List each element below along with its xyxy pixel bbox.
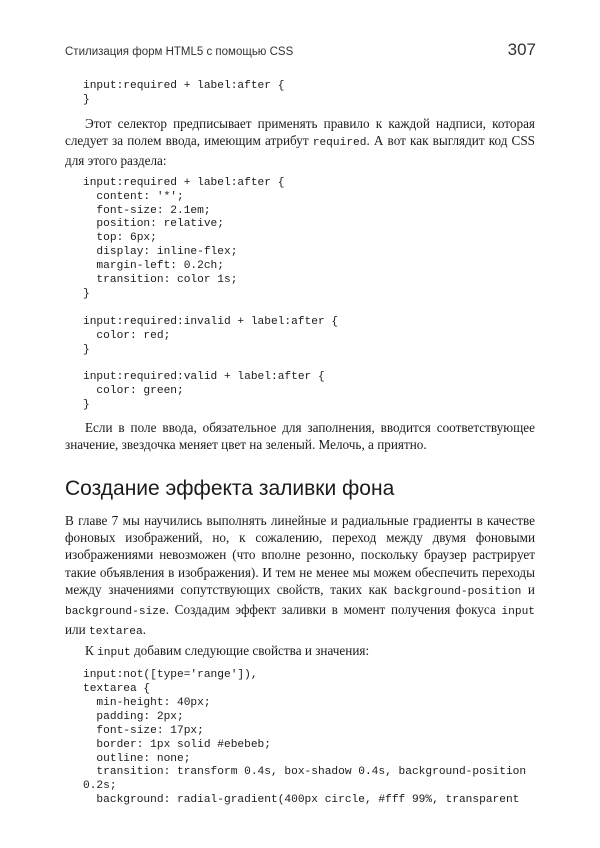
inline-code: background-position bbox=[393, 585, 522, 598]
inline-code: required bbox=[312, 137, 367, 150]
paragraph-add-to-input: К input добавим следующие свойства и значения: bbox=[85, 642, 370, 659]
section-heading: Создание эффекта заливки фона bbox=[65, 476, 395, 500]
paragraph-fill-effect-intro: В главе 7 мы научились выполнять линейные и радиальные градиенты в качестве фоновых изображений, но, к сожалению, переход между двумя фоновыми изображениями невозможен (что вполне резонно, поскольку браузер растрирует такие объявления в изображения). И тем не менее мы можем обеспечить переходы между значениями сопутствующих свойств, таких как background-position и background-size. Создадим эффект заливки в момент получения фокуса input или textarea. bbox=[65, 512, 535, 639]
code-block-1: input:required + label:after { } bbox=[83, 80, 285, 106]
inline-code: input bbox=[501, 606, 535, 619]
inline-code: background-size bbox=[65, 606, 166, 619]
code-block-3: input:not([type='range']), textarea { min-height: 40px; padding: 2px; font-size: 17px; border: 1px solid #ebebeb; outline: none; transition: transform 0.4s, box-shadow 0.4s, background-position 0.2s; background: radial-gradient(400px circle, #fff 99%, transparent bbox=[83, 669, 527, 807]
page-content bbox=[65, 80, 535, 808]
paragraph-selector-explanation: Этот селектор предписывает применять правило к каждой надписи, которая следует за полем ввода, имеющим атрибут required. А вот как выглядит код CSS для этого раздела: bbox=[65, 115, 536, 169]
inline-code: input bbox=[97, 646, 131, 659]
paragraph-asterisk-color: Если в поле ввода, обязательное для заполнения, вводится соответствующее значение, звездочка меняет цвет на зеленый. Мелочь, а приятно. bbox=[65, 420, 535, 453]
running-head: Стилизация форм HTML5 с помощью CSS bbox=[65, 46, 294, 58]
inline-code: textarea bbox=[89, 626, 143, 639]
page-number: 307 bbox=[507, 40, 536, 59]
code-block-2: input:required + label:after { content: '*'; font-size: 2.1em; position: relative; top: 6px; display: inline-flex; margin-left: 0.2ch; transition: color 1s; } input:required:invalid + label:after { color: red; } input:required:valid + label:after { color: green; } bbox=[83, 176, 339, 412]
